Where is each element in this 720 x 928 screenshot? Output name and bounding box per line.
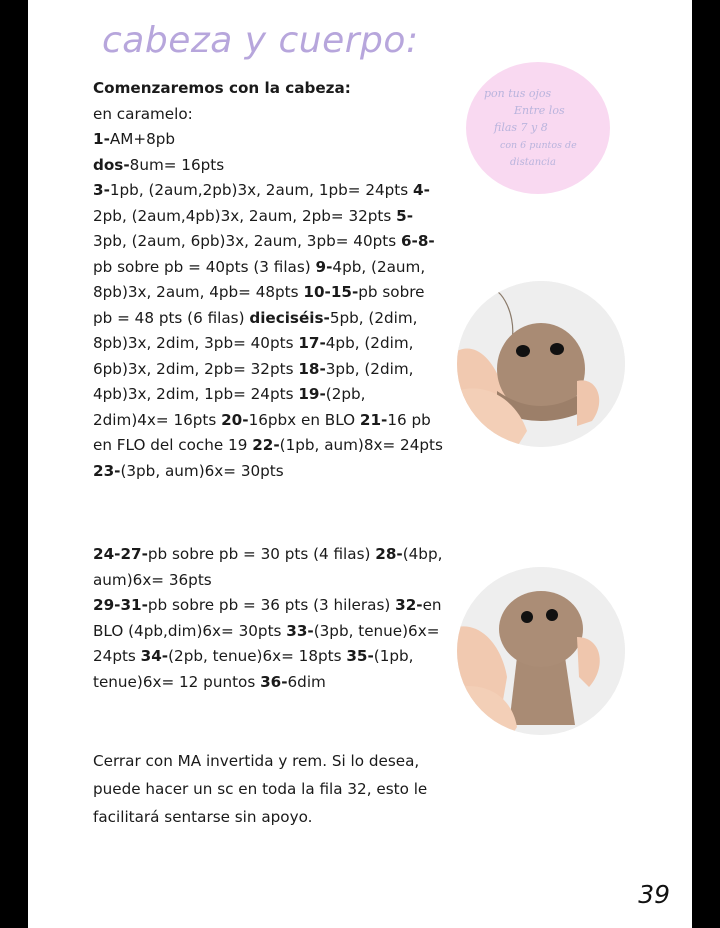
page-title: cabeza y cuerpo:: [102, 20, 419, 61]
head-instructions: [93, 76, 443, 484]
round-number: 28-: [375, 545, 403, 563]
round-text: (1pb, tenue)6x= 12 puntos: [93, 647, 414, 691]
round-number: 23-: [93, 461, 121, 480]
round-number: 4-: [413, 181, 430, 199]
round-number: 5-: [396, 206, 413, 225]
crochet-body-image: [457, 567, 625, 735]
page-number: 39: [638, 880, 670, 909]
rounds-paragraph-1: [93, 178, 443, 484]
round-text: (2pb, 2dim)4x= 16pts: [93, 385, 366, 429]
round-number: 17-: [298, 334, 326, 352]
round-number: 29-31-: [93, 596, 148, 614]
round-number: 34-: [140, 647, 169, 665]
note-line-4: con 6 puntos de: [500, 140, 577, 151]
round-number: 20-: [221, 410, 249, 429]
head-photo: [457, 281, 625, 447]
round-number: 3-: [93, 181, 110, 199]
round-number: dieciséis-: [249, 308, 330, 327]
crochet-head-image: [457, 281, 625, 447]
round-number: 9-: [315, 257, 333, 276]
round-text: 4pb, (2dim, 6pb)3x, 2dim, 2pb= 32pts: [93, 334, 414, 378]
section-heading: Comenzaremos con la cabeza:: [93, 79, 351, 97]
round-number: 21-: [359, 410, 388, 429]
round-text: 4pb, (2aum, 8pb)3x, 2aum, 4pb= 48pts: [93, 257, 426, 301]
rounds-paragraph-2: [93, 542, 443, 593]
round-number: 33-: [286, 621, 314, 640]
round-number: 32-: [395, 596, 423, 614]
round-text: pb sobre pb = 30 pts (4 filas): [147, 545, 376, 563]
round-text: 2pb, (2aum,4pb)3x, 2aum, 2pb= 32pts: [93, 206, 397, 225]
body-instructions: [93, 542, 443, 695]
rounds-paragraph-3: [93, 593, 443, 695]
round-number: 10-15-: [303, 283, 359, 301]
round-number: 6-8-: [400, 232, 435, 250]
round-number: 36-: [260, 672, 288, 691]
round-text: 16 pb en FLO del coche 19: [93, 410, 431, 454]
round-number: 19-: [298, 385, 326, 403]
body-photo: [457, 567, 625, 735]
round-text: (1pb, aum)8x= 24pts: [279, 436, 443, 454]
closing-instructions: [93, 747, 443, 831]
round-1: 1-AM+8pb: [93, 130, 176, 148]
round-text: (3pb, tenue)6x= 24pts: [93, 621, 440, 665]
round-text: (4bp, aum)6x= 36pts: [93, 545, 443, 589]
round-text: pb sobre pb = 48 pts (6 filas): [93, 283, 425, 327]
round-text: 3pb, (2dim, 4pb)3x, 2dim, 1pb= 24pts: [93, 359, 414, 403]
round-text: (3pb, aum)6x= 30pts: [120, 461, 284, 480]
round-text: en BLO (4pb,dim)6x= 30pts: [93, 596, 442, 640]
round-2: dos-8um= 16pts: [93, 155, 225, 174]
closing-text: Cerrar con MA invertida y rem. Si lo desea, puede hacer un sc en toda la fila 32, esto le facilitará sentarse sin apoyo.: [93, 752, 428, 826]
round-text: 3pb, (2aum, 6pb)3x, 2aum, 3pb= 40pts: [93, 232, 401, 250]
round-number: 24-27-: [93, 545, 148, 563]
note-line-3: filas 7 y 8: [494, 121, 548, 134]
round-text: pb sobre pb = 36 pts (3 hileras): [147, 596, 396, 614]
page: [28, 0, 692, 928]
note-line-2: Entre los: [514, 104, 565, 117]
round-number: 18-: [298, 359, 326, 378]
round-number: 22-: [252, 436, 280, 454]
eye-placement-note: [466, 62, 610, 194]
round-text: 5pb, (2dim, 8pb)3x, 2dim, 3pb= 40pts: [93, 308, 418, 352]
note-line-1: pon tus ojos: [484, 87, 552, 100]
note-line-5: distancia: [510, 157, 556, 168]
round-text: 1pb, (2aum,2pb)3x, 2aum, 1pb= 24pts: [109, 181, 413, 199]
round-text: 16pbx en BLO: [248, 410, 360, 429]
round-text: pb sobre pb = 40pts (3 filas): [93, 257, 316, 276]
round-text: 6dim: [287, 672, 326, 691]
color-line: en caramelo:: [93, 104, 193, 123]
round-number: 35-: [346, 647, 374, 665]
round-text: (2pb, tenue)6x= 18pts: [168, 647, 347, 665]
